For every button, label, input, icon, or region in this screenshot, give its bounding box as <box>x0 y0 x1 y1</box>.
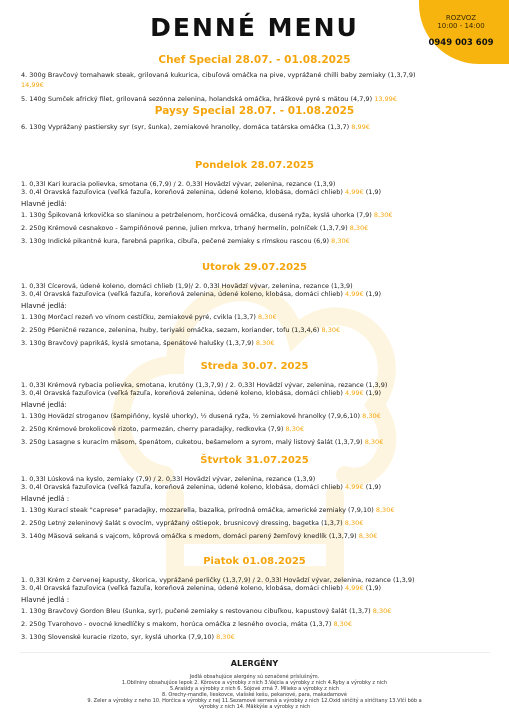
mains-label: Hlavné jedlá : <box>21 495 70 503</box>
allergens-title: ALERGÉNY <box>230 659 279 668</box>
mains-label: Hlavné jedlá: <box>21 302 67 310</box>
allergen-line: 9. Zeler a výrobky z neho 10. Horčica a výrobky z nej 11.Sezamové semená a výrobky z nich 12.Oxid siričitý a siričitany 13.Vlčí bôb a <box>87 698 422 704</box>
menu-line: 3. 0,4l Oravská fazuľovica (veľká fazuľa, koreňová zelenina, údené koleno, klobása, domáci chlieb) 4,99€ (1,9) <box>21 290 382 298</box>
allergen-line: 1.Obilniny obsahujúce lepok 2. Kôrovce a výrobky z nich 3.Vajcia a výrobky z nich 4.Ryby a výrobky z nich <box>121 680 388 686</box>
menu-line: 1. 0,33l Krémová rybacia polievka, smotana, krutóny (1,3,7,9) / 2. 0,33l Hovädzí vývar, zelenina, rezance (1,3,9) <box>21 381 388 389</box>
allergen-line: 5.Arašidy a výrobky z nich 6. Sójové zrná 7. Mlieko a výrobky z nich <box>169 686 339 692</box>
menu-line: 3. 0,4l Oravská fazuľovica (veľká fazuľa, koreňová zelenina, údené koleno, klobása, domáci chlieb) 4,99€ (1,9) <box>21 389 382 397</box>
mains-label: Hlavné jedlá : <box>21 596 70 604</box>
day-heading: Štvrtok 31.07.2025 <box>200 455 309 466</box>
menu-line: 1. 130g Morčací rezeň vo vínom cestíčku, zemiakové pyré, cvikla (1,3,7) 8,30€ <box>21 313 277 321</box>
menu-line: 1. 0,33l Lúsková na kyslo, zemiaky (7,9) / 2. 0,33l Hovädzí vývar, zelenina, rezance (1,3,9) <box>21 475 316 483</box>
menu-line: 14,99€ <box>21 81 44 89</box>
delivery-hours: 10:00 - 14:00 <box>437 22 485 30</box>
delivery-label: ROZVOZ <box>445 14 477 22</box>
menu-line: 6. 130g Vyprážaný pastiersky syr (syr, šunka), zemiakové hranolky, domáca tatárska omáčka (1,3,7) 8,99€ <box>21 123 370 131</box>
allergen-line: výrobky z nich 14. Mäkkýše a výrobky z nich <box>198 704 311 710</box>
menu-line: 3. 0,4l Oravská fazuľovica (veľká fazuľa, koreňová zelenina, údené koleno, klobása, domáci chlieb) 4,99€ (1,9) <box>21 188 382 196</box>
menu-line: 1. 0,33l Kari kuracia polievka, smotana (6,7,9) / 2. 0,33l Hovädzí vývar, zelenina, rezance (1,3,9) <box>21 180 336 188</box>
menu-line: 2. 250g Letný zeleninový šalát s ovocím, vyprážaný oštiepok, brusnicový dressing, bagetka (1,3,7) 8,30€ <box>21 519 364 527</box>
menu-line: 3. 0,4l Oravská fazuľovica (veľká fazuľa, koreňová zelenina, údené koleno, klobása, domáci chlieb) 4,99€ (1,9) <box>21 584 382 592</box>
menu-line: 3. 130g Slovenské kuracie rizoto, syr, kyslá uhorka (7,9,10) 8,30€ <box>21 633 235 641</box>
menu-line: 1. 130g Kurací steak "caprese" paradajky, mozzarella, bazalka, prírodná omáčka, americké zemiaky (7,9,10) 8,30€ <box>21 506 395 514</box>
phone-number[interactable]: 0949 003 609 <box>428 38 494 48</box>
page-title: DENNÉ MENU <box>150 13 359 42</box>
menu-line: 1. 0,33l Krém z červenej kapusty, škorica, vyprážané perličky (1,3,7,9) / 2. 0,33l Hovädzí vývar, zelenina, rezance (1,3,9) <box>21 576 415 584</box>
menu-line: 4. 300g Bravčový tomahawk steak, grilovaná kukurica, cibuľová omáčka na pive, vyprážané chilli baby zemiaky (1,3,7,9) <box>21 71 416 79</box>
paysy-special-heading: Paysy Special 28.07. - 01.08.2025 <box>154 105 355 117</box>
menu-line: 5. 140g Sumček africký filet, grilovaná sezónna zelenina, holandská omáčka, hráškové pyré s mätou (4,7,9) 13,99€ <box>21 95 397 103</box>
mains-label: Hlavné jedlá: <box>21 401 67 409</box>
menu-line: 1. 130g Bravčový Gordon Bleu (šunka, syr), pučené zemiaky s restovanou cibuľkou, kapustový šalát (1,3,7) 8,30€ <box>21 607 392 615</box>
menu-line: 2. 250g Pšeničné rezance, zelenina, huby, teriyaki omáčka, sezam, koriander, tofu (1,3,4,6) 8,30€ <box>21 326 341 334</box>
menu-line: 3. 250g Lasagne s kuracím mäsom, špenátom, cuketou, bešamelom a syrom, malý listový šalát (1,3,7,9) 8,30€ <box>21 438 384 446</box>
menu-line: 3. 0,4l Oravská fazuľovica (veľká fazuľa, koreňová zelenina, údené koleno, klobása, domáci chlieb) 4,99€ (1,9) <box>21 483 382 491</box>
day-heading: Pondelok 28.07.2025 <box>195 160 314 171</box>
menu-line: 1. 130g Hovädzí stroganov (šampiňóny, kyslé uhorky), ½ dusená ryža, ½ zemiakové hranolky (7,9,6,10) 8,30€ <box>21 412 381 420</box>
menu-line: 1. 130g Špikovaná krkovička so slaninou a petrželenom, horčicová omáčka, dusená ryža, kyslá uhorka (7,9) 8,30€ <box>21 211 393 219</box>
day-heading: Streda 30.07. 2025 <box>200 361 309 372</box>
menu-line: 3. 130g Indické pikantné kura, farebná paprika, cibuľa, pečené zemiaky s rímskou rascou (6,9) 8,30€ <box>21 237 350 245</box>
divider <box>20 652 490 653</box>
allergen-line: 8. Orechy-mandle, lieskovce, vlašské kešu, pekanové, para, makadamové <box>162 692 347 698</box>
menu-line: 3. 130g Bravčový paprikáš, kyslá smotana, špenátové halušky (1,3,7,9) 8,30€ <box>21 339 275 347</box>
day-heading: Piatok 01.08.2025 <box>203 556 306 567</box>
mains-label: Hlavné jedlá: <box>21 200 67 208</box>
chef-special-heading: Chef Special 28.07. - 01.08.2025 <box>158 54 351 66</box>
allergen-line: Jedlá obsahujúce alergény sú označené príslušným. <box>189 674 320 680</box>
menu-line: 1. 0,33l Cícerová, údené koleno, domáci chlieb (1,9)/ 2. 0,33l Hovädzí vývar, zelenina, rezance (1,3,9) <box>21 282 353 290</box>
menu-line: 2. 250g Krémové cesnakovo - šampiňónové penne, julien mrkva, trhaný hermelín, polníček (1,3,7,9) 8,30€ <box>21 224 369 232</box>
menu-line: 3. 140g Mäsová sekaná s vajcom, kôprová omáčka s medom, domáci parený žemľový knedlík (1,3,7,9) 8,30€ <box>21 532 378 540</box>
menu-line: 2. 250g Tvarohovo - ovocné knedlíčky s makom, horúca omáčka z lesného ovocia, máta (1,3,7) 8,30€ <box>21 620 353 628</box>
menu-line: 2. 250g Krémové brokolicové rizoto, parmezán, cherry paradajky, redkovka (7,9) 8,30€ <box>21 425 305 433</box>
day-heading: Utorok 29.07.2025 <box>202 262 307 273</box>
